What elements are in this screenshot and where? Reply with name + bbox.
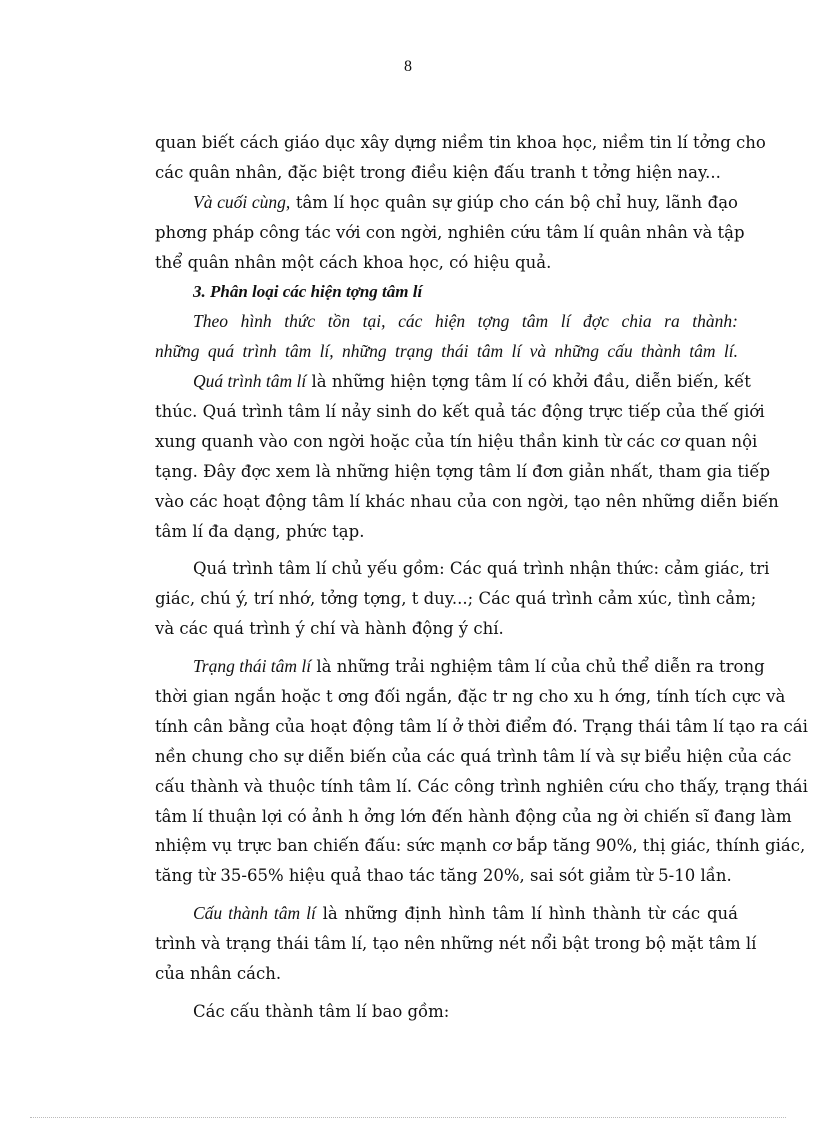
text-line: trình và trạng thái tâm lí, tạo nên những nét nổi bật trong bộ mặt tâm lí — [155, 934, 757, 954]
italic-lead: Quá trình tâm lí — [193, 371, 307, 392]
text-line: Cấu thành tâm lí là những định hình tâm lí hình thành từ các quá — [193, 903, 738, 924]
text-line-italic: những quá trình tâm lí, những trạng thái tâm lí và những cấu thành tâm lí. — [155, 341, 738, 362]
text-line: thời gian ngắn hoặc t ơng đối ngắn, đặc tr ng cho xu h ớng, tính tích cực và — [155, 687, 786, 707]
section-heading: 3. Phân loại các hiện tợng tâm lí — [193, 282, 423, 302]
text-line: tăng từ 35-65% hiệu quả thao tác tăng 20%, sai sót giảm từ 5-10 lần. — [155, 866, 732, 886]
italic-lead: Trạng thái tâm lí — [193, 656, 312, 677]
text-line: quan biết cách giáo dục xây dựng niềm tin khoa học, niềm tin lí tởng cho — [155, 133, 766, 152]
text-line: vào các hoạt động tâm lí khác nhau của con ngời, tạo nên những diễn biến — [155, 491, 779, 511]
text-line: Quá trình tâm lí chủ yếu gồm: Các quá trình nhận thức: cảm giác, tri — [193, 559, 770, 579]
text-line: tính cân bằng của hoạt động tâm lí ở thời điểm đó. Trạng thái tâm lí tạo ra cái — [155, 716, 808, 736]
text-line: tâm lí thuận lợi có ảnh h ởng lớn đến hành động của ng ời chiến sĩ đang làm — [155, 806, 792, 826]
text-line: của nhân cách. — [155, 964, 282, 984]
text-line: Quá trình tâm lí là những hiện tợng tâm lí có khởi đầu, diễn biến, kết — [193, 371, 751, 392]
text-line: giác, chú ý, trí nhớ, tởng tợng, t duy...; Các quá trình cảm xúc, tình cảm; — [155, 589, 757, 609]
text-line: tâm lí đa dạng, phức tạp. — [155, 521, 365, 541]
italic-lead: Cấu thành tâm lí — [193, 903, 316, 924]
text-line: thúc. Quá trình tâm lí nảy sinh do kết quả tác động trực tiếp của thế giới — [155, 402, 765, 422]
text-line: cấu thành và thuộc tính tâm lí. Các công trình nghiên cứu cho thấy, trạng thái — [155, 776, 808, 796]
page-number: 8 — [404, 58, 412, 75]
text-line: nhiệm vụ trực ban chiến đấu: sức mạnh cơ bắp tăng 90%, thị giác, thính giác, — [155, 836, 806, 856]
text-line: thể quân nhân một cách khoa học, có hiệu quả. — [155, 252, 552, 272]
text-line: các quân nhân, đặc biệt trong điều kiện đấu tranh t tởng hiện nay... — [155, 162, 721, 182]
text-line: tạng. Đây đợc xem là những hiện tợng tâm lí đơn giản nhất, tham gia tiếp — [155, 461, 771, 481]
text-line: nền chung cho sự diễn biến của các quá trình tâm lí và sự biểu hiện của các — [155, 746, 792, 766]
text-line: Và cuối cùng, tâm lí học quân sự giúp cho cán bộ chỉ huy, lãnh đạo — [193, 191, 738, 212]
page-edge-divider — [30, 1117, 786, 1118]
italic-lead: Và cuối cùng, — [193, 191, 291, 212]
text-line: phơng pháp công tác với con ngời, nghiên cứu tâm lí quân nhân và tập — [155, 222, 745, 242]
text-line: và các quá trình ý chí và hành động ý chí. — [155, 619, 504, 639]
text-line-italic: Theo hình thức tồn tại, các hiện tợng tâm lí đợc chia ra thành: — [193, 311, 738, 332]
text-line: xung quanh vào con ngời hoặc của tín hiệu thần kinh từ các cơ quan nội — [155, 431, 758, 451]
page-body — [155, 128, 808, 1027]
text-line: Trạng thái tâm lí là những trải nghiệm tâm lí của chủ thể diễn ra trong — [193, 656, 765, 677]
text-line: Các cấu thành tâm lí bao gồm: — [193, 1001, 450, 1021]
